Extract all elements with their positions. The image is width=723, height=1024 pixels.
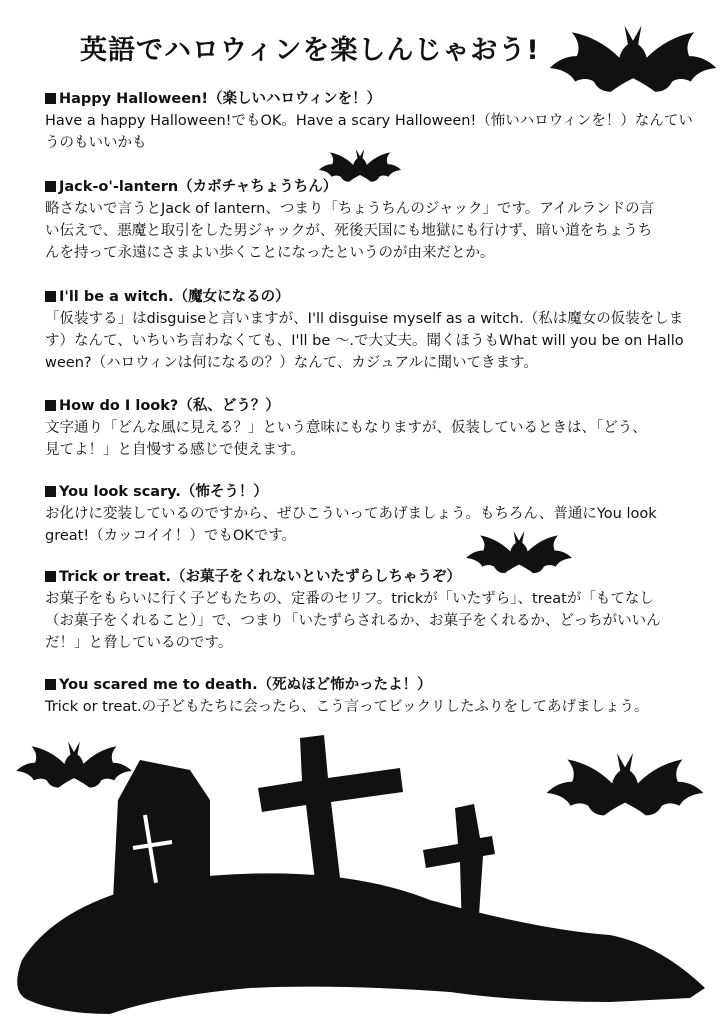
square-bullet-icon [45,291,56,302]
phrase-body: お菓子をもらいに行く子どもたちの、定番のセリフ。trickが「いたずら」、treatが「もてなし （お菓子をくれること）」で、つまり「いたずらされるか、お菓子をくれるか、どっちがいいん だ！」と脅しているのです。 [45,591,661,651]
square-bullet-icon [45,571,56,582]
phrase-heading-text: Trick or treat.（お菓子をくれないといたずらしちゃうぞ） [59,569,462,585]
phrase-heading [45,566,705,588]
phrase-heading-text: Happy Halloween!（楽しいハロウィンを！） [59,91,382,107]
phrase-heading [45,674,705,696]
phrase-section [45,481,705,547]
square-bullet-icon [45,400,56,411]
phrase-heading-text: I'll be a witch.（魔女になるの） [59,289,290,305]
graveyard-silhouette [0,730,723,1024]
phrase-section [45,286,705,374]
phrase-section [45,395,705,461]
phrase-section [45,674,705,718]
phrase-heading [45,481,705,503]
phrase-heading [45,395,705,417]
phrase-body: お化けに変装しているのですから、ぜひこういってあげましょう。もちろん、普通にYou look great!（カッコイイ！）でもOKです。 [45,506,657,544]
phrase-heading [45,286,705,308]
phrase-body: 「仮装する」はdisguiseと言いますが、I'll disguise myself as a witch.（私は魔女の仮装をしま す）なんて、いちいち言わなくても、I'll be ～.で大丈夫。聞くほうもWhat will you be on Hallo ween?（ハロウィンは何になるの？）なんて、カジュアルに聞いてきます。 [45,311,684,371]
phrase-body: Have a happy Halloween!でもOK。Have a scary Halloween!（怖いハロウィンを！）なんてい うのもいいかも [45,113,693,151]
square-bullet-icon [45,679,56,690]
bat-icon [318,142,402,198]
square-bullet-icon [45,486,56,497]
phrase-body: Trick or treat.の子どもたちに会ったら、こう言ってビックリしたふりをしてあげましょう。 [45,699,649,715]
page-title: 英語でハロウィンを楽しんじゃおう! [80,35,540,66]
square-bullet-icon [45,181,56,192]
bat-icon [465,522,573,594]
phrase-heading-text: You scared me to death.（死ぬほど怖かったよ！） [59,677,432,693]
hill-silhouette [17,873,705,1014]
phrase-heading-text: How do I look?（私、どう？） [59,398,280,414]
bat-icon [548,16,718,120]
phrase-body: 略さないで言うとJack of lantern、つまり「ちょうちんのジャック」です。アイルランドの言 い伝えで、悪魔と取引をした男ジャックが、死後天国にも地獄にも行けず、暗い道をちょうち んを持って永遠にさまよい歩くことになったというのが由来だとか。 [45,201,655,261]
phrase-body: 文字通り「どんな風に見える？」という意味にもなりますが、仮装しているときは、「どう、 見てよ！」と自慢する感じで使えます。 [45,420,647,458]
square-bullet-icon [45,93,56,104]
phrase-heading-text: Jack-o'-lantern（カボチャちょうちん） [59,179,338,195]
phrase-section [45,566,705,654]
phrase-heading-text: You look scary.（怖そう！） [59,484,268,500]
